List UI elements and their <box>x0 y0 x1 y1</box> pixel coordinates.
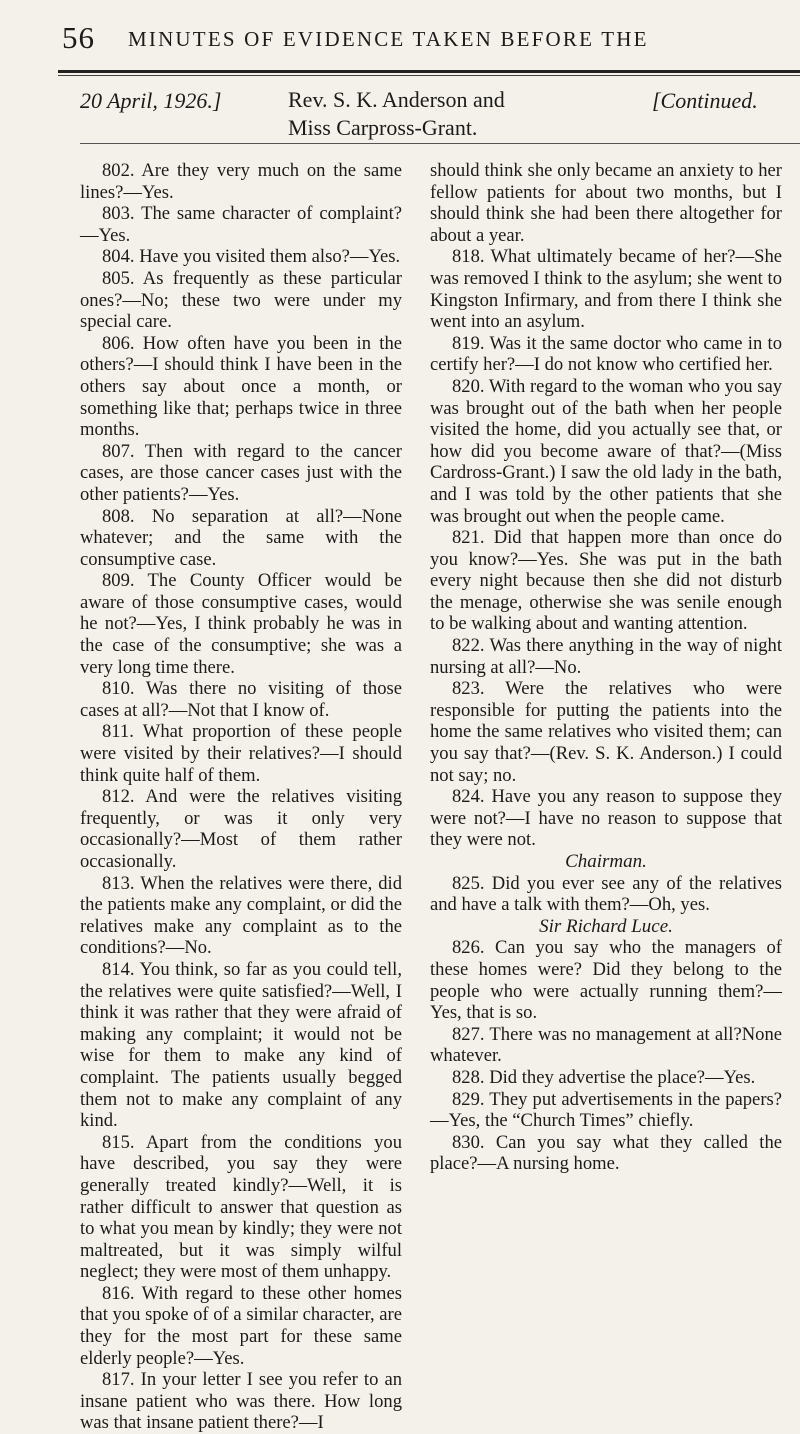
page-header <box>20 20 790 60</box>
witness-names <box>288 86 505 142</box>
question-817: 817. In your letter I see you refer to an insane patient who was there. How long was that insane patient there?—I <box>80 1369 402 1434</box>
question-812: 812. And were the relatives visiting frequently, or was it only very occasionally?—Most of them rather occasionally. <box>80 786 402 872</box>
running-head: MINUTES OF EVIDENCE TAKEN BEFORE THE <box>128 27 649 51</box>
question-829: 829. They put advertisements in the papers?—Yes, the “Church Times” chiefly. <box>430 1088 782 1132</box>
header-rule <box>58 70 800 73</box>
right-column <box>430 160 782 1175</box>
page-number: 56 <box>62 20 95 55</box>
question-802: 802. Are they very much on the same lines?—Yes. <box>80 160 402 203</box>
question-810: 810. Was there no visiting of those cases at all?—Not that I know of. <box>80 678 402 721</box>
question-814: 814. You think, so far as you could tell, the relatives were quite satisfied?—Well, I think it was rather that they were afraid of making any complaint; it would not be wise for them to make any kind of complaint. The patients usually begged them not to make any complaint of any kind. <box>80 958 402 1132</box>
question-819: 819. Was it the same doctor who came in to certify her?—I do not know who certified her. <box>430 332 782 376</box>
question-827: 827. There was no management at all?None whatever. <box>430 1023 782 1067</box>
question-809: 809. The County Officer would be aware of those consumptive cases, would he not?—Yes, I think probably he was in the case of the consumptive; she was a very long time there. <box>80 570 402 678</box>
question-821: 821. Did that happen more than once do you know?—Yes. She was put in the bath every night because then she did not disturb the menage, otherwise she was senile enough to be walking about and wanting attention. <box>430 527 782 635</box>
question-818: 818. What ultimately became of her?—She was removed I think to the asylum; she went to Kingston Infirmary, and from there I think she went into an asylum. <box>430 246 782 333</box>
question-820: 820. With regard to the woman who you say was brought out of the bath when her people visited the home, did you actually see that, or how did you become aware of that?—(Miss Cardross-Grant.) I saw the old lady in the bath, and I was told by the other patients that she was brought out when the people came. <box>430 375 782 527</box>
question-823: 823. Were the relatives who were responsible for putting the patients into the home the same relatives who visited them; can you say that?—(Rev. S. K. Anderson.) I could not say; no. <box>430 678 782 786</box>
witness-line-1: Rev. S. K. Anderson and <box>288 87 505 112</box>
left-column <box>80 160 402 1434</box>
continued-answer: should think she only became an anxiety to her fellow patients for about two months, but I should think she had been there altogether for about a year. <box>430 160 782 246</box>
question-825: 825. Did you ever see any of the relatives and have a talk with them?—Oh, yes. <box>430 872 782 916</box>
question-808: 808. No separation at all?—None whatever; and the same with the consumptive case. <box>80 505 402 570</box>
question-811: 811. What proportion of these people were visited by their relatives?—I should think quite half of them. <box>80 721 402 786</box>
speaker-heading-sir-richard-luce: Sir Richard Luce. <box>539 915 673 937</box>
header-subrule <box>58 75 800 76</box>
question-826: 826. Can you say who the managers of these homes were? Did they belong to the people who were actually running them?—Yes, that is so. <box>430 937 782 1024</box>
section-rule <box>80 143 800 144</box>
question-822: 822. Was there anything in the way of night nursing at all?—No. <box>430 635 782 678</box>
question-824: 824. Have you any reason to suppose they were not?—I have no reason to suppose that they were not. <box>430 786 782 851</box>
question-804: 804. Have you visited them also?—Yes. <box>102 246 401 268</box>
continued-label: [Continued. <box>652 88 758 113</box>
question-813: 813. When the relatives were there, did the patients make any complaint, or did the relatives make any complaint as to the conditions?—No. <box>80 872 402 959</box>
question-828: 828. Did they advertise the place?—Yes. <box>452 1066 756 1088</box>
question-816: 816. With regard to these other homes that you spoke of of a similar character, are they for the most part for these same elderly people?—Yes. <box>80 1282 402 1369</box>
question-807: 807. Then with regard to the cancer cases, are those cancer cases just with the other patients?—Yes. <box>80 440 402 505</box>
question-815: 815. Apart from the conditions you have described, you say they were generally treated kindly?—Well, it is rather difficult to answer that question as to what you mean by kindly; they were not maltreated, but it was simply wilful neglect; they were most of them unhappy. <box>80 1131 402 1283</box>
question-805: 805. As frequently as these particular ones?—No; these two were under my special care. <box>80 267 402 333</box>
question-803: 803. The same character of complaint?—Yes. <box>80 203 402 246</box>
question-830: 830. Can you say what they called the place?—A nursing home. <box>430 1131 782 1175</box>
hearing-date: 20 April, 1926.] <box>80 88 222 113</box>
witness-line-2: Miss Carpross-Grant. <box>288 115 478 140</box>
question-806: 806. How often have you been in the others?—I should think I have been in the others say about once a month, or something like that; perhaps twice in three months. <box>80 332 402 441</box>
speaker-heading-chairman: Chairman. <box>565 851 647 872</box>
